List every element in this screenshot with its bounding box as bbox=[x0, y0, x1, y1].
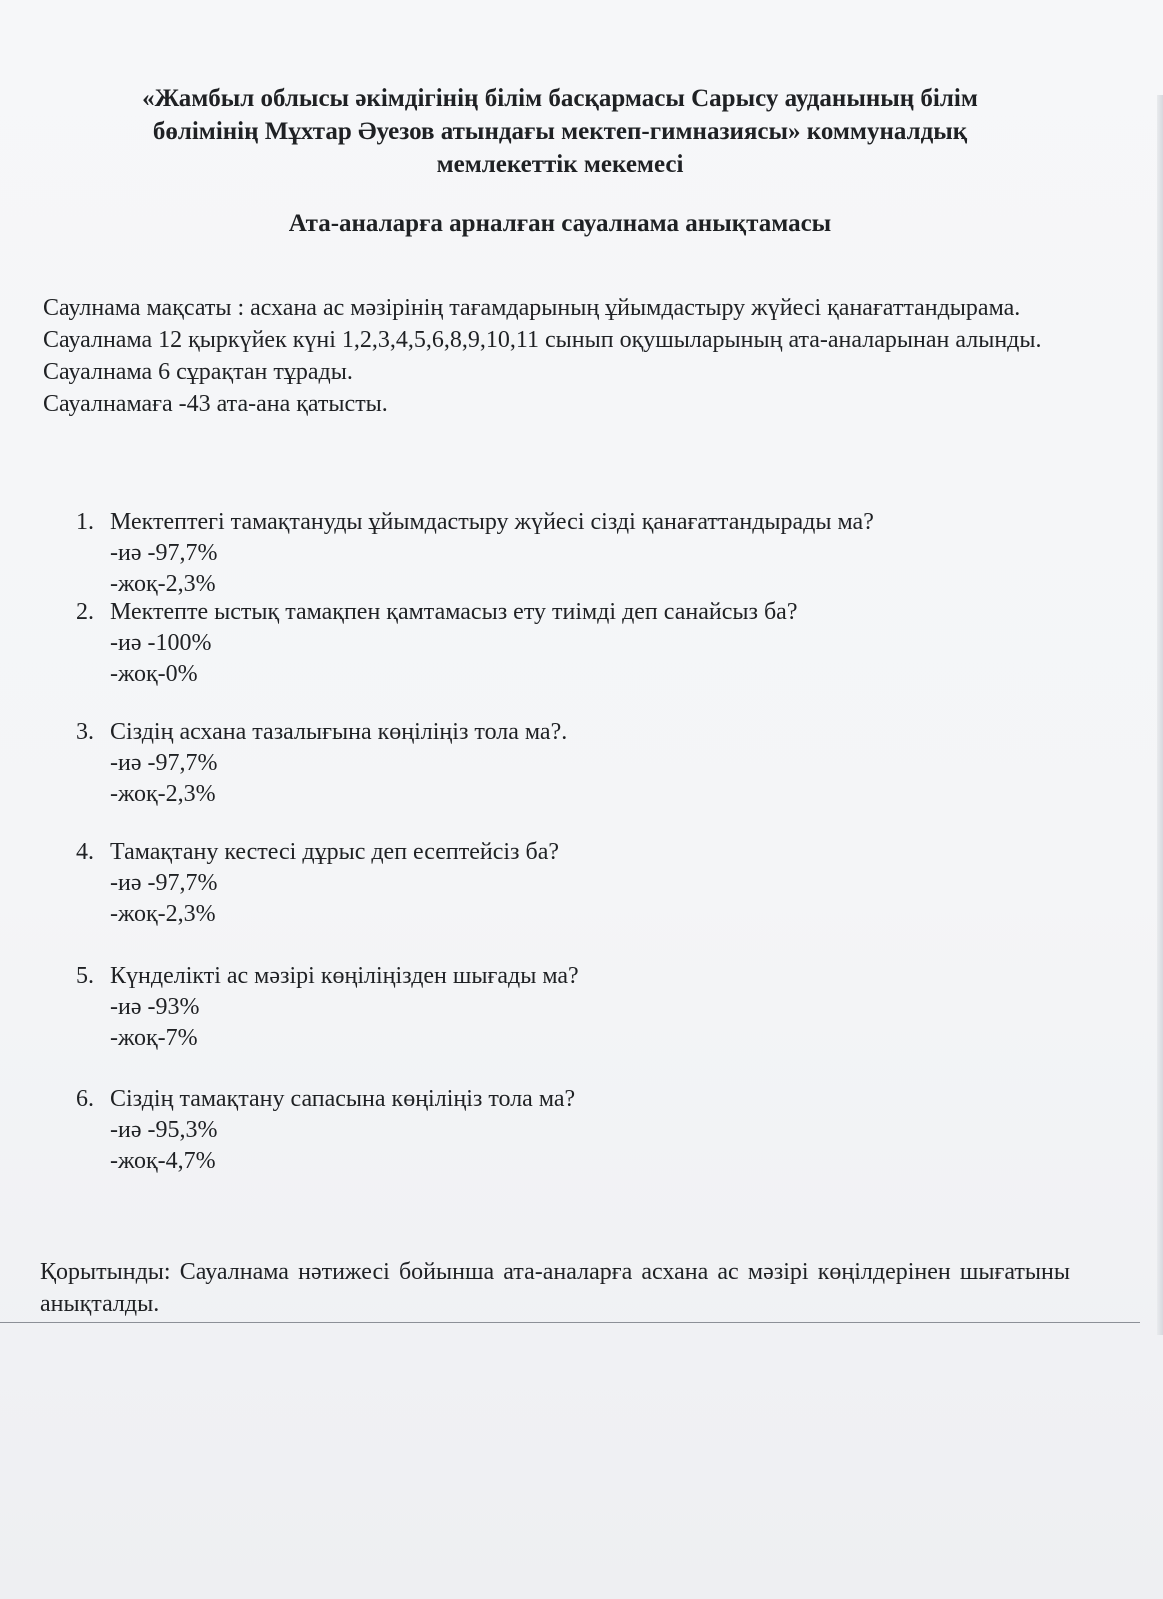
question-text: Сіздің асхана тазалығына көңіліңіз тола ма?. bbox=[110, 719, 568, 745]
document-title: Ата-аналарға арналған сауалнама анықтамасы bbox=[288, 210, 832, 237]
intro-section bbox=[43, 292, 1067, 420]
question-number: 5. bbox=[76, 963, 94, 989]
question-1 bbox=[76, 507, 1076, 600]
answer-yes: -иә -95,3% bbox=[110, 1117, 218, 1143]
question-6 bbox=[76, 1084, 1076, 1177]
org-line-3: мемлекеттік мекемесі bbox=[436, 151, 684, 178]
page-fold-line bbox=[0, 1322, 1140, 1323]
question-number: 4. bbox=[76, 839, 94, 865]
answer-no: -жоқ-4,7% bbox=[110, 1148, 216, 1174]
conclusion-section bbox=[40, 1256, 1070, 1320]
answer-no: -жоқ-2,3% bbox=[110, 781, 216, 807]
answer-no: -жоқ-2,3% bbox=[110, 571, 216, 597]
question-text: Күнделікті ас мәзірі көңіліңізден шығады ма? bbox=[110, 963, 579, 989]
conclusion-text: Қорытынды: Сауалнама нәтижесі бойынша ата-аналарға асхана ас мәзірі көңілдерінен шығатыны анықталды. bbox=[40, 1259, 1070, 1317]
organization-header bbox=[60, 82, 1060, 181]
answer-no: -жоқ-2,3% bbox=[110, 901, 216, 927]
answer-yes: -иә -97,7% bbox=[110, 870, 218, 896]
paper-edge bbox=[1157, 95, 1163, 1335]
answer-no: -жоқ-7% bbox=[110, 1025, 198, 1051]
org-line-2: бөлімінің Мұхтар Әуезов атындағы мектеп-гимназиясы» коммуналдық bbox=[152, 118, 968, 145]
question-text: Мектептегі тамақтануды ұйымдастыру жүйесі сізді қанағаттандырады ма? bbox=[110, 509, 874, 535]
question-number: 1. bbox=[76, 509, 94, 535]
question-number: 3. bbox=[76, 719, 94, 745]
answer-yes: -иә -93% bbox=[110, 994, 200, 1020]
question-4 bbox=[76, 837, 1076, 930]
answer-yes: -иә -97,7% bbox=[110, 750, 218, 776]
survey-purpose: Саулнама мақсаты : асхана ас мәзірінің тағамдарының ұйымдастыру жүйесі қанағаттандырама. bbox=[43, 295, 1021, 321]
question-number: 6. bbox=[76, 1086, 94, 1112]
question-number: 2. bbox=[76, 599, 94, 625]
question-text: Тамақтану кестесі дұрыс деп есептейсіз ба? bbox=[110, 839, 560, 865]
question-5 bbox=[76, 961, 1076, 1054]
answer-yes: -иә -97,7% bbox=[110, 540, 218, 566]
answer-yes: -иә -100% bbox=[110, 630, 212, 656]
answer-no: -жоқ-0% bbox=[110, 661, 198, 687]
survey-participants: Сауалнамаға -43 ата-ана қатысты. bbox=[43, 391, 388, 417]
question-text: Сіздің тамақтану сапасына көңіліңіз тола ма? bbox=[110, 1086, 576, 1112]
survey-date-classes: Сауалнама 12 қыркүйек күні 1,2,3,4,5,6,8,9,10,11 сынып оқушыларының ата-аналарынан алынды. bbox=[43, 327, 1042, 353]
question-2 bbox=[76, 597, 1076, 690]
org-line-1: «Жамбыл облысы әкімдігінің білім басқармасы Сарысу ауданының білім bbox=[142, 85, 978, 112]
question-text: Мектепте ыстық тамақпен қамтамасыз ету тиімді деп санайсыз ба? bbox=[110, 599, 798, 625]
question-3 bbox=[76, 717, 1076, 810]
survey-question-count: Сауалнама 6 сұрақтан тұрады. bbox=[43, 359, 353, 385]
